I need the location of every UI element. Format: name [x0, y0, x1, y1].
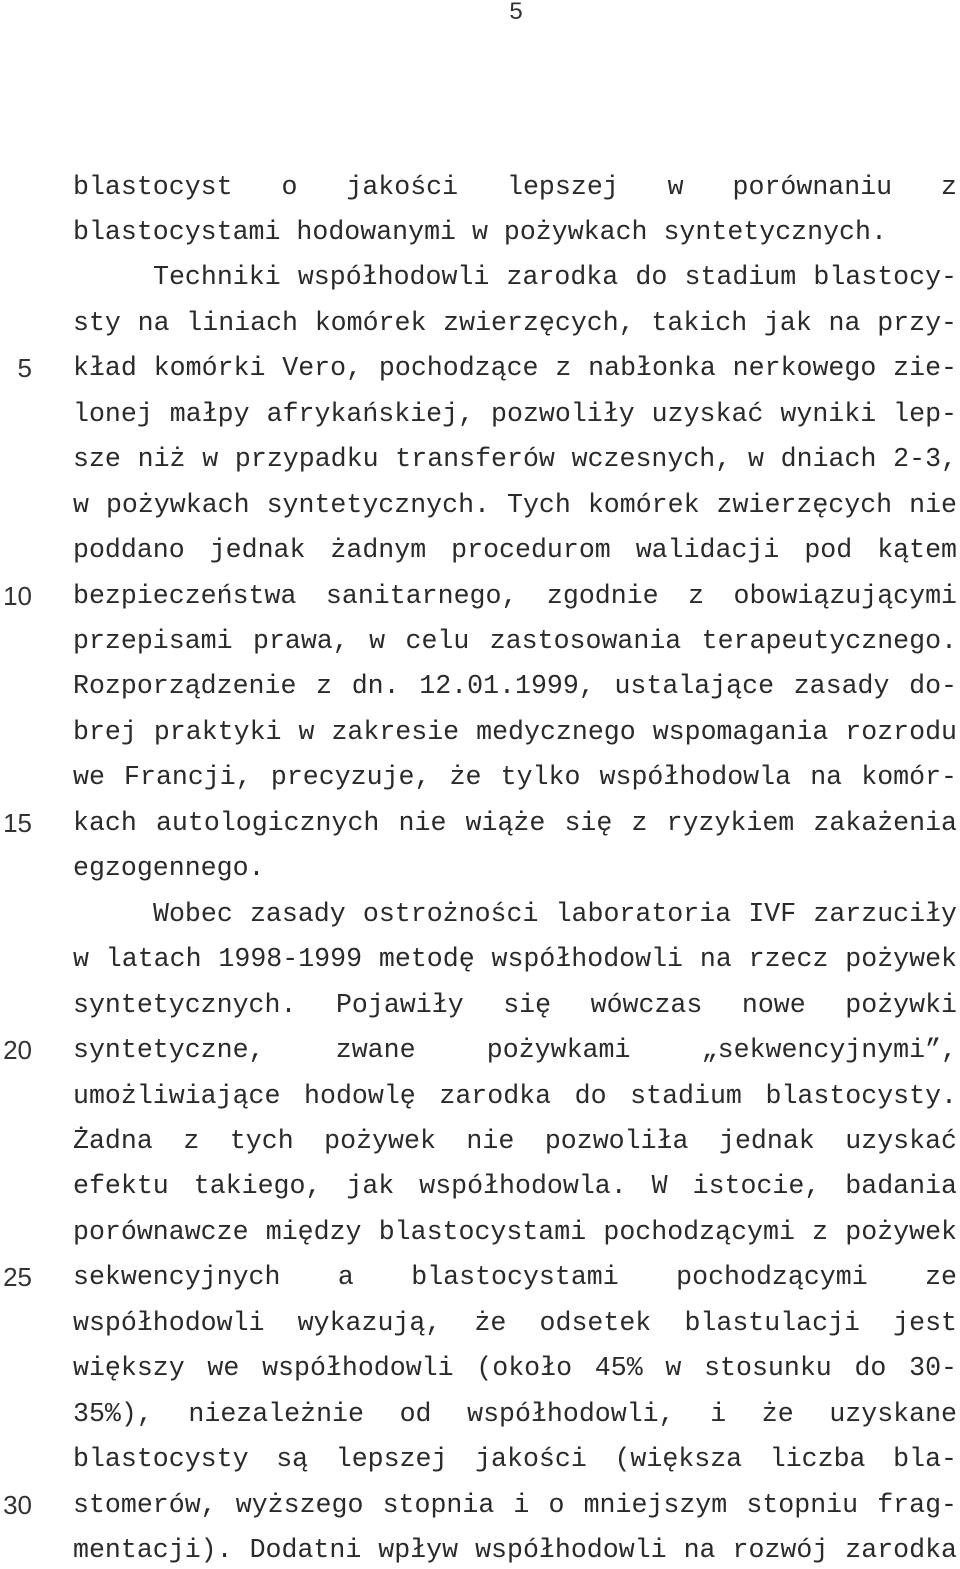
line-number: 5	[17, 353, 32, 384]
text-line	[0, 1350, 960, 1386]
text-line	[0, 668, 960, 704]
line-text: Techniki współhodowli zarodka do stadium blastocy-	[153, 262, 957, 293]
text-line	[0, 532, 960, 568]
text-line	[0, 850, 960, 886]
line-text: Wobec zasady ostrożności laboratoria IVF zarzuciły	[153, 898, 957, 929]
text-line	[0, 1168, 960, 1204]
line-text: 35%), niezależnie od współhodowli, i że uzyskane	[73, 1398, 957, 1429]
line-text: kach autologicznych nie wiąże się z ryzykiem zakażenia	[73, 807, 957, 838]
text-line	[0, 1078, 960, 1114]
line-text: kład komórki Vero, pochodzące z nabłonka nerkowego zie-	[73, 353, 957, 384]
document-body	[0, 169, 960, 1569]
text-line	[0, 941, 960, 977]
line-text: współhodowli wykazują, że odsetek blastulacji jest	[73, 1307, 957, 1338]
text-line	[0, 1396, 960, 1432]
line-number: 20	[3, 1035, 32, 1066]
line-text: większy we współhodowli (około 45% w stosunku do 30-	[73, 1353, 957, 1384]
line-text: umożliwiające hodowlę zarodka do stadium blastocysty.	[73, 1080, 957, 1111]
text-line	[0, 714, 960, 750]
line-text: mentacji). Dodatni wpływ współhodowli na rozwój zarodka	[73, 1535, 957, 1566]
line-text: blastocyst o jakości lepszej w porównaniu z	[73, 171, 957, 202]
text-line	[0, 1532, 960, 1568]
line-text: brej praktyki w zakresie medycznego wspomagania rozrodu	[73, 716, 957, 747]
text-line	[0, 1487, 960, 1523]
line-text: syntetyczne, zwane pożywkami „sekwencyjnymi”,	[73, 1035, 957, 1066]
line-text: przepisami prawa, w celu zastosowania terapeutycznego.	[73, 626, 957, 657]
line-text: porównawcze między blastocystami pochodzącymi z pożywek	[73, 1216, 957, 1247]
line-text: poddano jednak żadnym procedurom walidacji pod kątem	[73, 535, 957, 566]
text-line	[0, 259, 960, 295]
line-text: efektu takiego, jak współhodowla. W istocie, badania	[73, 1171, 957, 1202]
line-text: Żadna z tych pożywek nie pozwoliła jednak uzyskać	[73, 1126, 957, 1157]
line-text: syntetycznych. Pojawiły się wówczas nowe pożywki	[73, 989, 957, 1020]
text-line	[0, 214, 960, 250]
text-line	[0, 578, 960, 614]
text-line	[0, 623, 960, 659]
text-line	[0, 987, 960, 1023]
text-line	[0, 396, 960, 432]
text-line	[0, 350, 960, 386]
line-text: w pożywkach syntetycznych. Tych komórek zwierzęcych nie	[73, 489, 957, 520]
line-text: sekwencyjnych a blastocystami pochodzącymi ze	[73, 1262, 957, 1293]
line-text: blastocystami hodowanymi w pożywkach syntetycznych.	[73, 216, 887, 247]
line-text: blastocysty są lepszej jakości (większa liczba bla-	[73, 1444, 957, 1475]
line-text: Rozporządzenie z dn. 12.01.1999, ustalające zasady do-	[73, 671, 957, 702]
line-text: egzogennego.	[73, 853, 265, 884]
line-number: 15	[3, 807, 32, 838]
text-line	[0, 487, 960, 523]
line-text: bezpieczeństwa sanitarnego, zgodnie z obowiązującymi	[73, 580, 957, 611]
line-number: 30	[3, 1489, 32, 1520]
line-number: 25	[3, 1262, 32, 1293]
text-line	[0, 805, 960, 841]
line-text: lonej małpy afrykańskiej, pozwoliły uzyskać wyniki lep-	[73, 398, 957, 429]
line-text: stomerów, wyższego stopnia i o mniejszym stopniu frag-	[73, 1489, 957, 1520]
text-line	[0, 1441, 960, 1477]
line-text: we Francji, precyzuje, że tylko współhodowla na komór-	[73, 762, 957, 793]
line-text: sze niż w przypadku transferów wczesnych, w dniach 2-3,	[73, 444, 957, 475]
text-line	[0, 441, 960, 477]
text-line	[0, 305, 960, 341]
line-text: w latach 1998-1999 metodę współhodowli na rzecz pożywek	[73, 944, 957, 975]
text-line	[0, 759, 960, 795]
line-text: sty na liniach komórek zwierzęcych, takich jak na przy-	[73, 307, 957, 338]
text-line	[0, 1032, 960, 1068]
text-line	[0, 1214, 960, 1250]
text-line	[0, 1259, 960, 1295]
line-number: 10	[3, 580, 32, 611]
text-line	[0, 1123, 960, 1159]
page-number: 5	[509, 0, 523, 25]
text-line	[0, 1305, 960, 1341]
text-line	[0, 896, 960, 932]
text-line	[0, 169, 960, 205]
